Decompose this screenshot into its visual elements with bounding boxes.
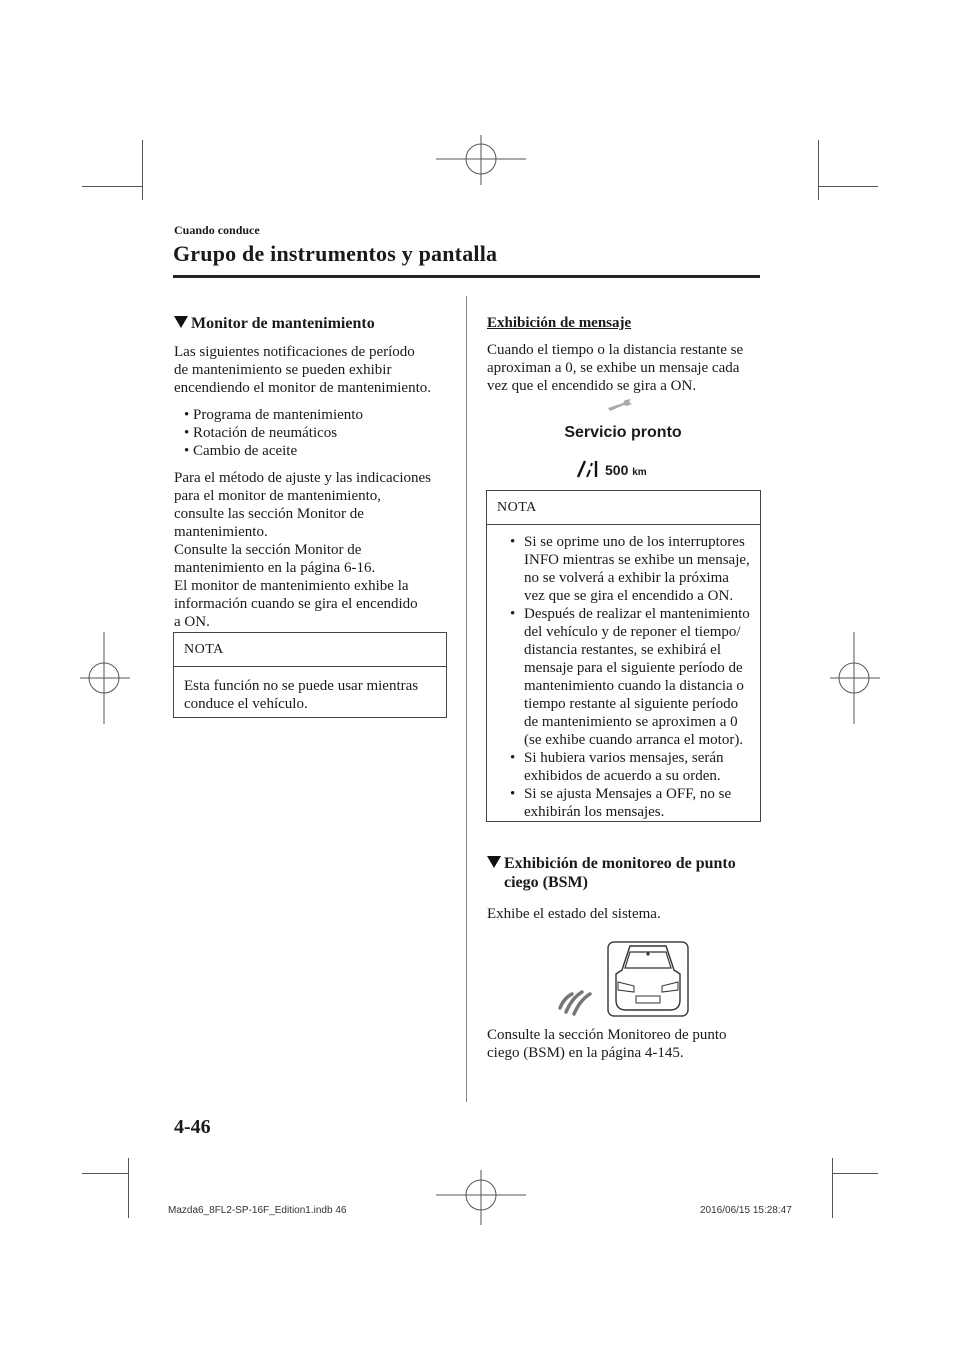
registration-mark	[80, 632, 130, 724]
body-line: Consulte la sección Monitor de	[174, 542, 362, 558]
note-list	[487, 525, 760, 829]
note-label: NOTA	[497, 500, 537, 515]
note-box	[486, 490, 761, 822]
note-item: • Si se ajusta Mensajes a OFF, no se exhibirán los mensajes.	[510, 786, 732, 820]
right-column	[487, 314, 759, 395]
page-title: Grupo de instrumentos y pantalla	[173, 241, 498, 266]
registration-mark	[436, 1165, 526, 1225]
body-line: a ON.	[174, 614, 210, 630]
note-label: NOTA	[184, 642, 224, 657]
body-line: para el monitor de mantenimiento,	[174, 488, 382, 504]
bsm-car-icon	[550, 940, 690, 1020]
page-number: 4-46	[174, 1116, 211, 1138]
note-text: Esta función no se puede usar mientras conduce el vehículo.	[184, 678, 419, 712]
display-message: Servicio pronto	[564, 424, 682, 441]
body-line: vez que el encendido se gira a ON.	[487, 378, 697, 394]
intro-line: Las siguientes notificaciones de período	[174, 344, 415, 360]
wrench-icon	[605, 396, 635, 414]
bsm-section	[487, 854, 759, 923]
body-line: mantenimiento en la página 6-16.	[174, 560, 376, 576]
list-item: • Cambio de aceite	[184, 443, 298, 459]
body-line: Para el método de ajuste y las indicaciones	[174, 470, 431, 486]
display-distance: 500 km	[605, 462, 647, 478]
body-line: mantenimiento.	[174, 524, 268, 540]
road-icon	[575, 459, 599, 479]
registration-mark	[830, 632, 880, 724]
crop-mark	[82, 186, 142, 187]
crop-mark	[142, 140, 143, 200]
section-kicker: Cuando conduce	[174, 223, 260, 237]
crop-mark	[832, 1173, 878, 1174]
list-item: • Programa de mantenimiento	[184, 407, 363, 423]
triangle-marker-icon	[487, 856, 501, 868]
body-line: Exhibe el estado del sistema.	[487, 906, 661, 922]
registration-mark	[436, 135, 526, 195]
triangle-marker-icon	[174, 316, 188, 328]
crop-mark	[818, 186, 878, 187]
note-item: • Si hubiera varios mensajes, serán exhibidos de acuerdo a su orden.	[510, 750, 724, 784]
left-column	[174, 314, 454, 631]
crop-mark	[818, 140, 819, 200]
body-line: aproximan a 0, se exhibe un mensaje cada	[487, 360, 740, 376]
note-item: • Si se oprime uno de los interruptores INFO mientras se exhibe un mensaje, no se volverá a exhibir la próxima vez que se gira el encendido a ON.	[510, 534, 750, 604]
intro-line: encendiendo el monitor de mantenimiento.	[174, 380, 432, 396]
body-line: Cuando el tiempo o la distancia restante se	[487, 342, 744, 358]
section-heading: Exhibición de monitoreo de punto ciego (BSM)	[487, 854, 759, 892]
body-line: consulte las sección Monitor de	[174, 506, 364, 522]
footer-file: Mazda6_8FL2-SP-16F_Edition1.indb 46	[168, 1205, 347, 1216]
crop-mark	[128, 1158, 129, 1218]
section-heading: Monitor de mantenimiento	[174, 314, 454, 333]
crop-mark	[832, 1158, 833, 1218]
note-box	[173, 632, 447, 718]
column-divider	[466, 296, 467, 1102]
body-line: El monitor de mantenimiento exhibe la	[174, 578, 409, 594]
crop-mark	[82, 1173, 128, 1174]
note-item: • Después de realizar el mantenimiento del vehículo y de reponer el tiempo/ distancia restantes, se exhibirá el mensaje para el siguiente período de mantenimiento cuando la distancia o tiempo restante al siguiente período de mantenimiento se aproximen a 0 (se exhibe cuando arranca el motor).	[510, 606, 750, 748]
body-line: información cuando se gira el encendido	[174, 596, 418, 612]
list-item: • Rotación de neumáticos	[184, 425, 338, 441]
title-rule	[173, 275, 760, 278]
footer-timestamp: 2016/06/15 15:28:47	[700, 1205, 792, 1216]
intro-line: de mantenimiento se pueden exhibir	[174, 362, 392, 378]
bsm-reference: Consulte la sección Monitoreo de punto ciego (BSM) en la página 4-145.	[487, 1027, 727, 1061]
subheading: Exhibición de mensaje	[487, 315, 632, 331]
